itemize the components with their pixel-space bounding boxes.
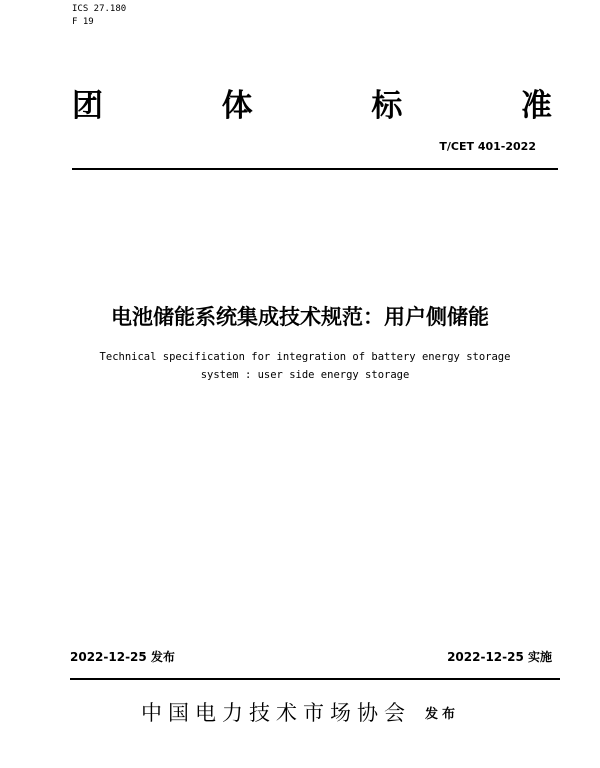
title-chinese: 电池储能系统集成技术规范：用户侧储能	[111, 305, 489, 329]
standard-type-heading	[72, 82, 552, 122]
classification-codes	[72, 3, 126, 29]
bottom-divider	[70, 678, 560, 680]
standard-type-char: 团	[72, 87, 103, 124]
title-english	[0, 348, 600, 384]
standard-type-char: 体	[221, 87, 253, 124]
publisher-organization: 中国电力技术市场协会	[140, 701, 411, 725]
standard-number: T/CET 401-2022	[439, 140, 536, 153]
ics-code: ICS 27.180	[72, 4, 127, 14]
publisher-line	[0, 697, 600, 727]
title-english-line: system : user side energy storage	[200, 369, 410, 381]
ccs-code: F 19	[72, 17, 94, 27]
publish-date: 2022-12-25 发布	[70, 650, 175, 664]
title-english-line: Technical specification for integration of battery energy storage	[99, 351, 511, 363]
top-divider	[72, 168, 558, 170]
standard-type-char: 标	[371, 87, 403, 124]
implement-date: 2022-12-25 实施	[447, 650, 552, 664]
publisher-issued-label: 发布	[424, 707, 459, 722]
standard-type-char: 准	[520, 87, 552, 124]
